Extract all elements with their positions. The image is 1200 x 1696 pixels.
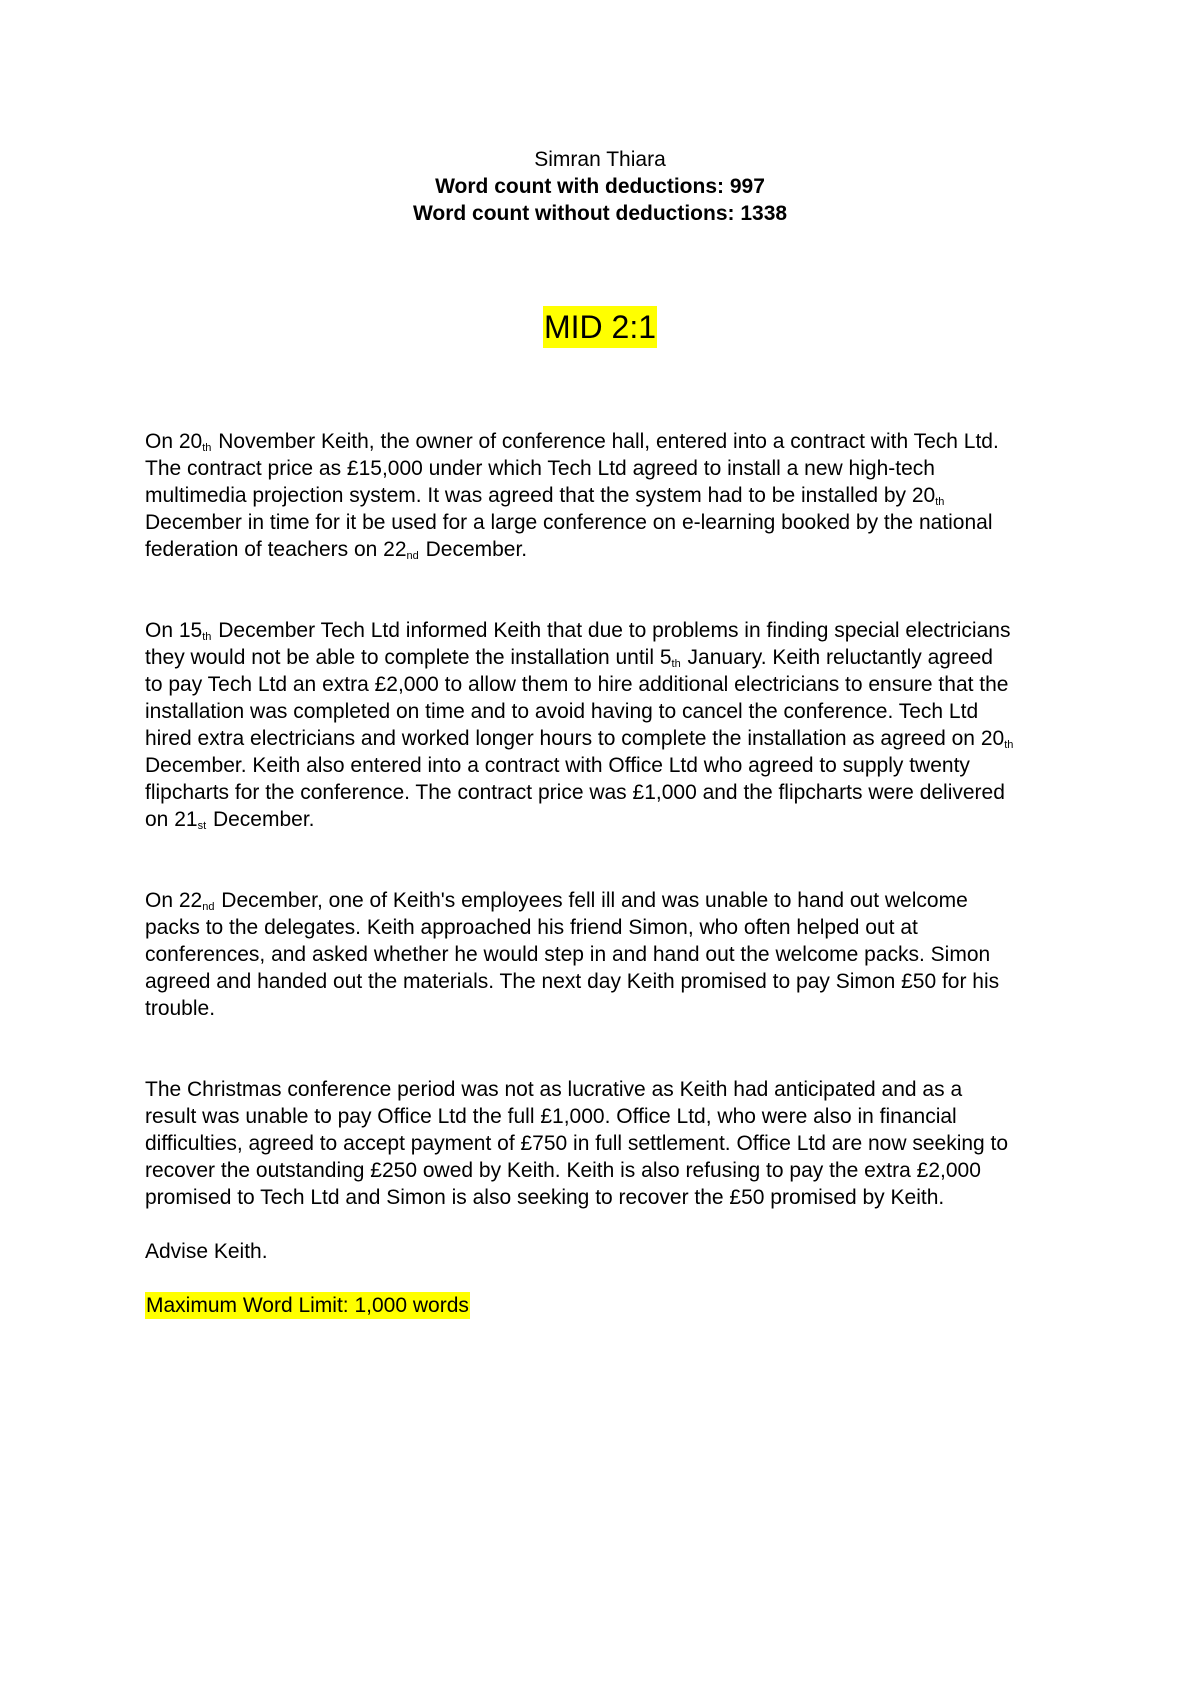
- paragraph-1-text-2: November Keith, the owner of conference hall, entered into a contract with Tech Ltd. The contract price as £15,000 under which Tech Ltd agreed to install a new high-tech multimedia projection system. It was agreed that the system had to be installed by 20: [145, 430, 999, 507]
- document-header: [0, 146, 1200, 227]
- ordinal-suffix: th: [935, 496, 945, 508]
- ordinal-suffix: th: [1004, 739, 1014, 751]
- document-body: [145, 428, 1015, 1319]
- word-limit-highlight: Maximum Word Limit: 1,000 words: [146, 1294, 469, 1317]
- word-count-with-deductions: Word count with deductions: 997: [435, 175, 765, 198]
- paragraph-2-text-1: On 15: [145, 619, 203, 642]
- word-count-without-deductions: Word count without deductions: 1338: [412, 202, 788, 225]
- ordinal-suffix: th: [202, 631, 212, 643]
- paragraph-1: [145, 428, 1015, 563]
- ordinal-suffix: nd: [202, 901, 215, 913]
- ordinal-suffix: th: [671, 658, 681, 670]
- paragraph-1-text-4: December.: [419, 538, 528, 561]
- ordinal-suffix: nd: [406, 550, 419, 562]
- paragraph-3: [145, 887, 1015, 1022]
- instruction-text: Advise Keith.: [145, 1240, 268, 1263]
- paragraph-spacer: [145, 833, 1015, 887]
- paragraph-spacer: [145, 563, 1015, 617]
- paragraph-1-text-1: On 20: [145, 430, 203, 453]
- paragraph-spacer: [145, 1211, 1015, 1238]
- paragraph-spacer: [145, 1022, 1015, 1076]
- paragraph-2: [145, 617, 1015, 833]
- word-limit-line: [145, 1292, 1015, 1319]
- paragraph-4-text-1: The Christmas conference period was not as lucrative as Keith had anticipated and as a result was unable to pay Office Ltd the full £1,000. Office Ltd, who were also in financial difficulties, agreed to accept payment of £750 in full settlement. Office Ltd are now seeking to recover the outstanding £250 owed by Keith. Keith is also refusing to pay the extra £2,000 promised to Tech Ltd and Simon is also seeking to recover the £50 promised by Keith.: [145, 1078, 1009, 1209]
- grade-label: MID 2:1: [543, 306, 657, 348]
- paragraph-2-text-2: December Tech Ltd informed Keith that due to problems in finding special electricians they would not be able to complete the installation until 5: [145, 619, 1011, 669]
- paragraph-2-text-4: December. Keith also entered into a contract with Office Ltd who agreed to supply twenty flipcharts for the conference. The contract price was £1,000 and the flipcharts were delivered on 21: [145, 754, 1005, 831]
- paragraph-2-text-5: December.: [207, 808, 315, 831]
- paragraph-2-text-3: January. Keith reluctantly agreed to pay Tech Ltd an extra £2,000 to allow them to hire additional electricians to ensure that the installation was completed on time and to avoid having to cancel the conference. Tech Ltd hired extra electricians and worked longer hours to complete the installation as agreed on 20: [145, 646, 1009, 750]
- paragraph-spacer: [145, 1265, 1015, 1292]
- paragraph-3-text-1: On 22: [145, 889, 203, 912]
- ordinal-suffix: th: [202, 442, 212, 454]
- paragraph-4: [145, 1076, 1015, 1211]
- paragraph-3-text-2: December, one of Keith's employees fell ill and was unable to hand out welcome packs to the delegates. Keith approached his friend Simon, who often helped out at conferences, and asked whether he would step in and hand out the welcome packs. Simon agreed and handed out the materials. The next day Keith promised to pay Simon £50 for his trouble.: [145, 889, 1000, 1020]
- ordinal-suffix: st: [197, 820, 207, 832]
- paragraph-1-text-3: December in time for it be used for a large conference on e-learning booked by the national federation of teachers on 22: [145, 511, 993, 561]
- author-name: Simran Thiara: [534, 148, 666, 171]
- grade-wrapper: [0, 306, 1200, 348]
